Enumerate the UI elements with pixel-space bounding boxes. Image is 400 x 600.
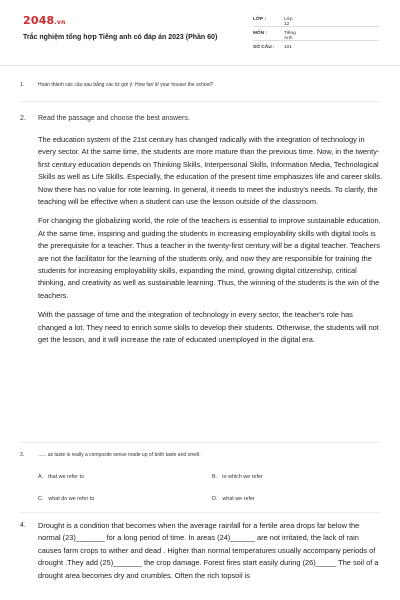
passage-paragraph: With the passage of time and the integration of technology in every sector, the teacher's role has changed a lot. They need to enrich some skills to develop their students. Otherwise, the students will not get the lesson, and it will increase the rate of educated unemployed in the digital era.	[38, 310, 379, 345]
option-b[interactable]: B. to which we refer	[212, 474, 263, 480]
passage-paragraph: For changing the globalizing world, the role of the teachers is essential to improve sustainable education. At the same time, inspiring and guiding the students in increasing employability skills with digital tools is the prerequisite for a teacher. Thus a teacher in the twenty-first century will be a digital teacher. Teachers are not the facilitator for the learning of the students only, and now they are responsible for training the students for increasing employability skills, expanding the mind, growing digital citizenship, critical thinking, and creativity as well as sustainable learning. Thus, the winning of the students is the win of the teachers.	[38, 216, 381, 300]
reading-passage	[38, 134, 383, 354]
document-title: Trắc nghiệm tổng hợp Tiếng anh có đáp án 2023 (Phần 60)	[23, 34, 218, 41]
header-divider	[0, 65, 400, 66]
site-logo[interactable]: 2048.vn	[23, 14, 66, 27]
question-divider	[20, 442, 380, 443]
passage-paragraph: The education system of the 21st century has changed radically with the integration of technology in every sector. At the same time, the students are more mature than the previous time. Now, in the twenty-first century education depends on Thinking Skills, Interpersonal Skills, Information Media, Technological Skills as well as Life Skills. Especially, the education of the present time emphasizes life and career skills. Now there has no value for rote learning. In general, it needs to meet the industry's needs. To clarify, the teaching will be effective when a student can use the lesson outside of the classroom.	[38, 135, 383, 207]
question-4-passage: Drought is a condition that becomes when the average rainfall for a fertile area drops far below the normal (23)_______ for a long period of time. In areas (24)______ are not irritated, the lack of rain causes farm crops to wither and dead . Higher than normal temperatures usually accompany periods of drought .They add (25)_______ the crop damage. Forest fires start easily during (26)_____ The soil of a drought area becomes dry and crumbles. Often the rich topsoil is	[38, 521, 379, 580]
option-d[interactable]: D. what we refer	[212, 496, 255, 502]
question-divider	[20, 101, 380, 102]
question-divider	[20, 512, 380, 513]
page-header: 2048.vn Trắc nghiệm tổng hợp Tiếng anh có đáp án 2023 (Phần 60) LỚP : Lớp 12 MÔN : Tiếng Anh SỐ CÂU : 101	[0, 0, 400, 62]
option-c[interactable]: C. what do we refer to	[38, 496, 95, 502]
option-a[interactable]: A. that we refer to	[38, 474, 85, 480]
